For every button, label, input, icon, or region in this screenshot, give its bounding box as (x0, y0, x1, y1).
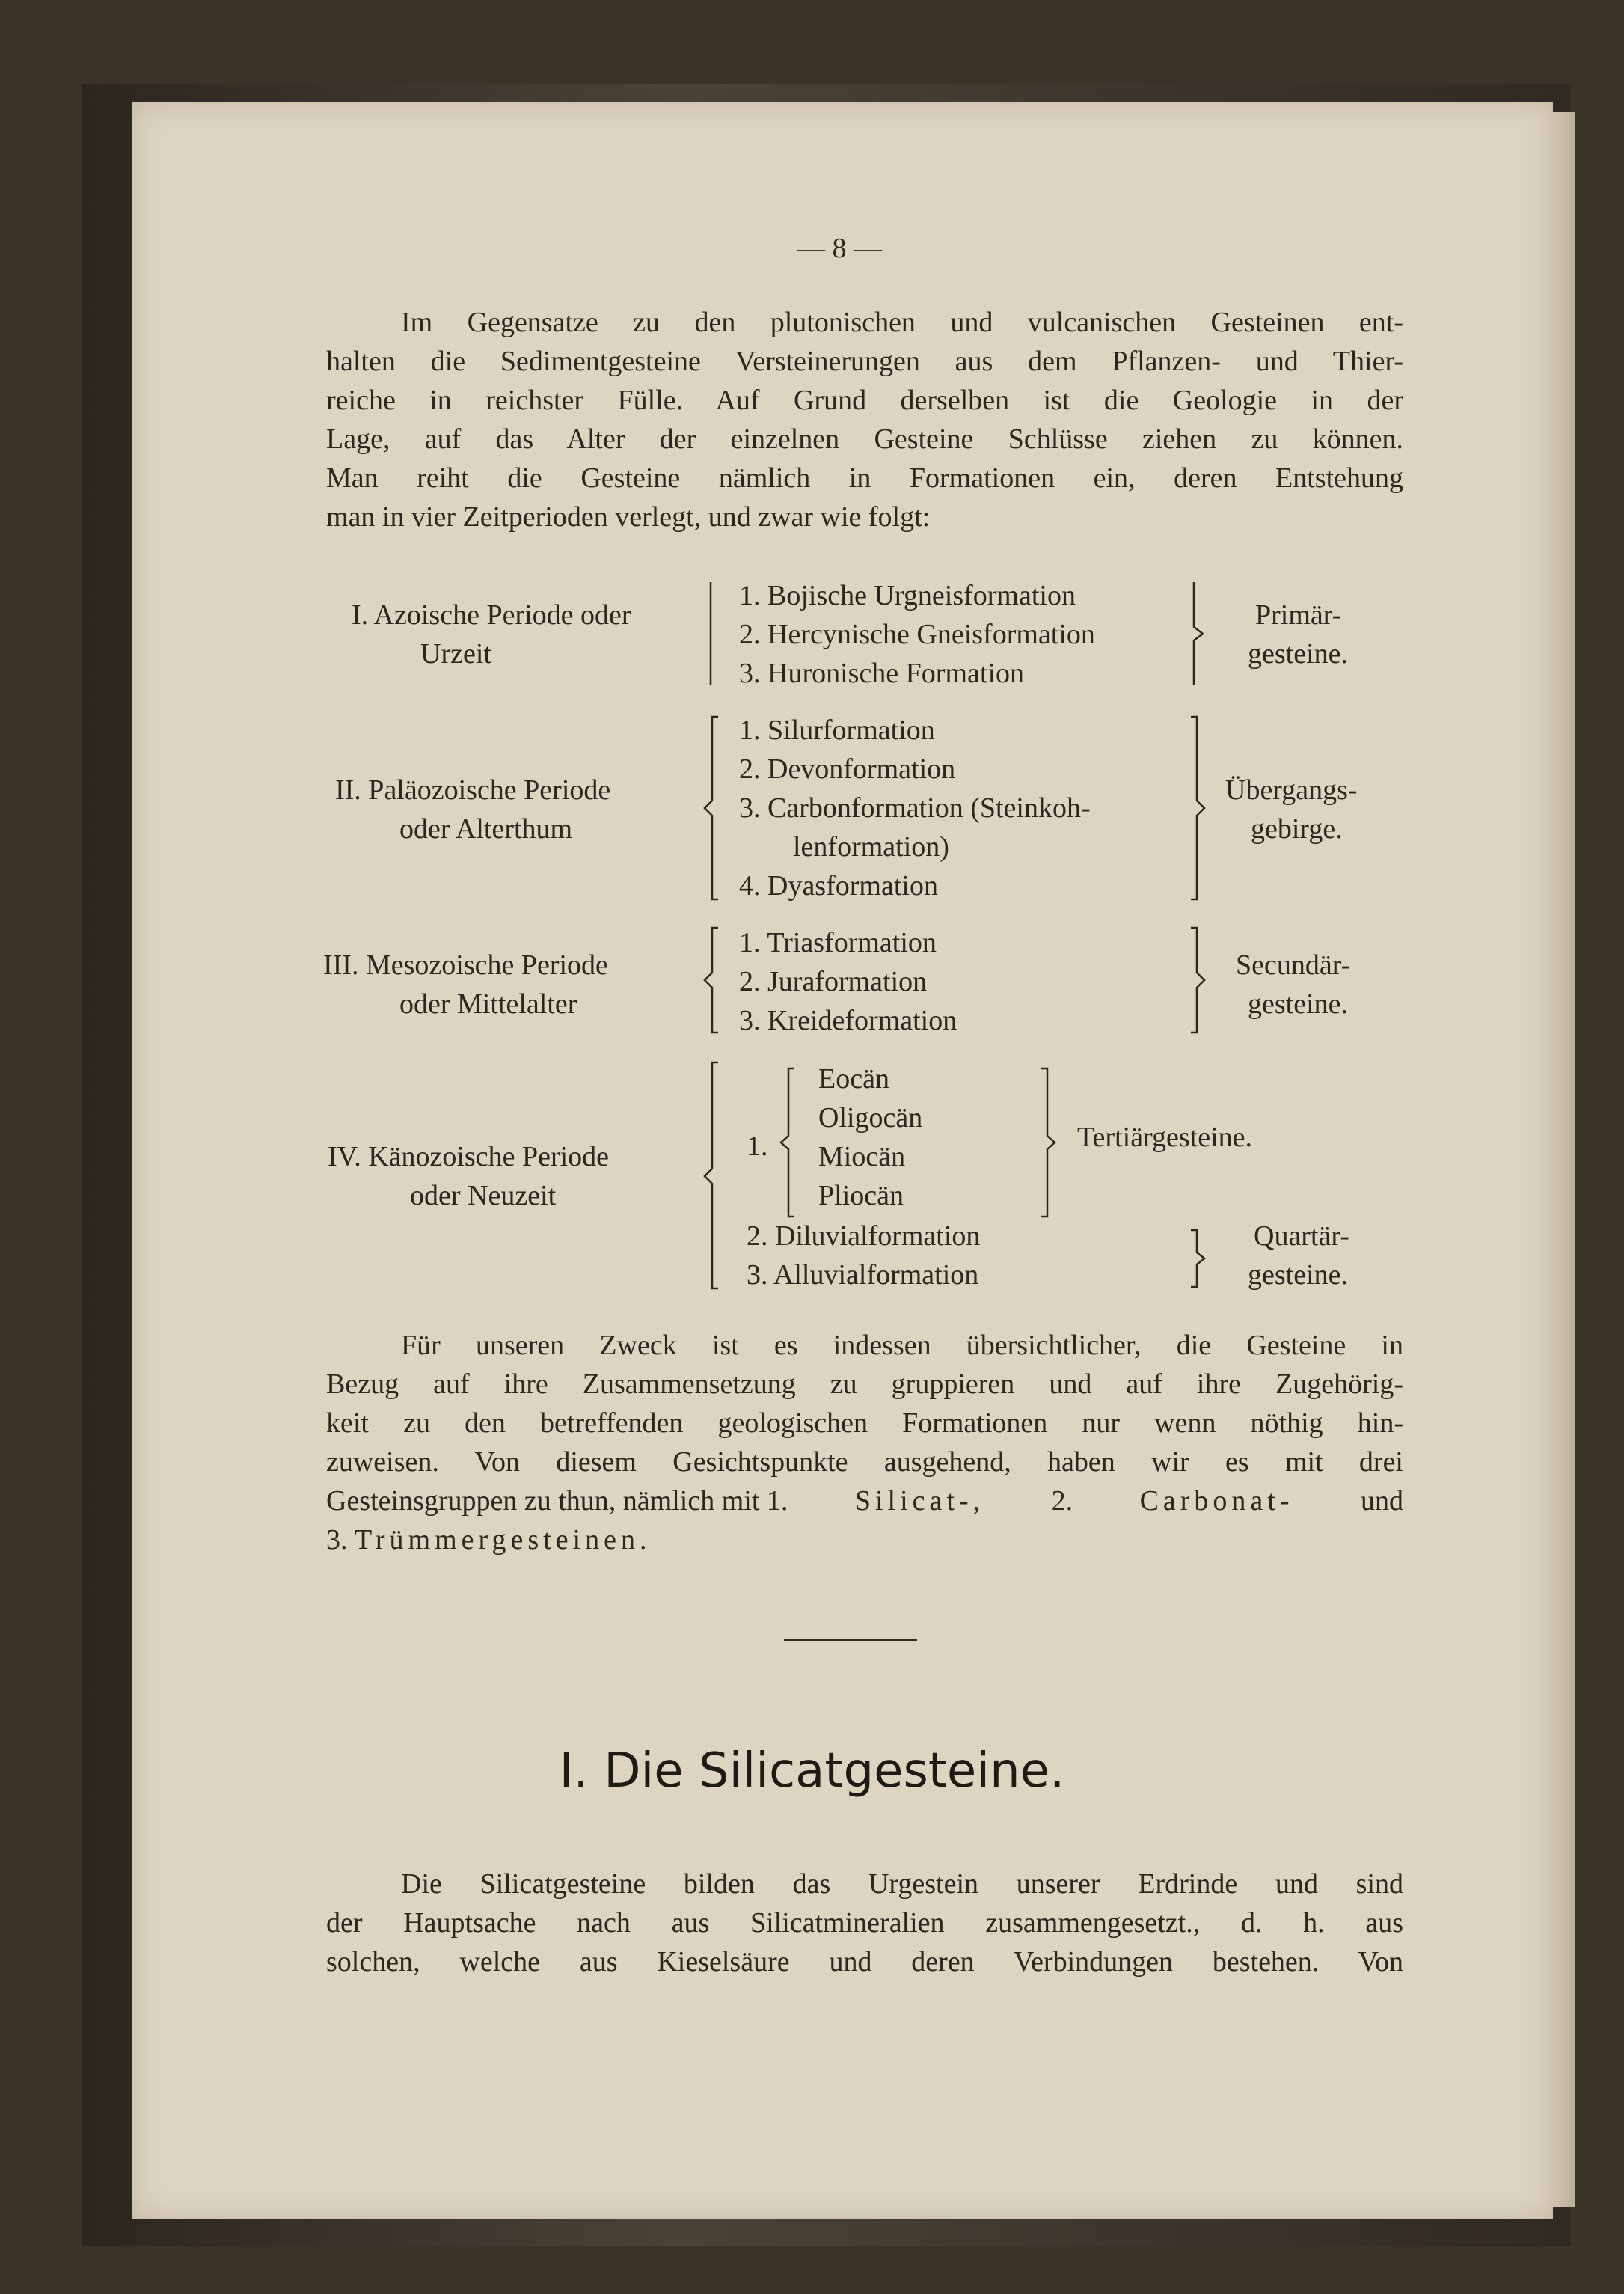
silicat-line: Die Silicatgesteine bilden das Urgestein unserer Erdrinde und sind (401, 1868, 1403, 1900)
sub-epoch: Oligocän (818, 1102, 923, 1134)
silicat-paragraph (326, 1865, 1403, 1981)
formation-item: 3. Huronische Formation (739, 658, 1025, 689)
section-divider (784, 1639, 917, 1641)
last-num: 3. (326, 1524, 348, 1556)
left-brace (703, 579, 726, 688)
group-label: gesteine. (1248, 638, 1349, 670)
inner-left-brace (779, 1065, 802, 1220)
right-brace (1188, 1227, 1210, 1290)
period-name: I. Azoische Periode oder (352, 599, 631, 631)
formation-item: lenformation) (793, 831, 949, 863)
period-name: oder Neuzeit (410, 1180, 557, 1211)
sub-epoch: Pliocän (818, 1180, 904, 1211)
intro-line: halten die Sedimentgesteine Versteinerungen aus dem Pflanzen- und Thier- (326, 346, 1403, 377)
right-brace (1188, 925, 1210, 1036)
group-label: Tertiärgesteine. (1077, 1122, 1253, 1153)
formation-item: 1. Silurformation (739, 715, 935, 746)
period-name: III. Mesozoische Periode (323, 949, 608, 981)
section-heading: I. Die Silicatgesteine. (559, 1743, 1065, 1799)
formation-item: 3. Alluvialformation (747, 1259, 979, 1291)
silicat-word: Silicat-, (854, 1485, 985, 1517)
groups-line (326, 1481, 1403, 1520)
group-label: gesteine. (1248, 1259, 1349, 1291)
intro-line: Im Gegensatze zu den plutonischen und vulcanischen Gesteinen ent- (401, 307, 1403, 338)
intro-line: man in vier Zeitperioden verlegt, und zwar wie folgt: (326, 501, 931, 533)
purpose-line: Bezug auf ihre Zusammensetzung zu gruppieren und auf ihre Zugehörig- (326, 1368, 1403, 1400)
period-name: IV. Känozoische Periode (328, 1141, 610, 1172)
group-label: Secundär- (1236, 949, 1351, 981)
period-name: oder Alterthum (399, 813, 573, 845)
truemmer-word: Trümmergesteinen. (355, 1524, 652, 1556)
purpose-line: Für unseren Zweck ist es indessen übersichtlicher, die Gesteine in (401, 1330, 1403, 1361)
purpose-line: zuweisen. Von diesem Gesichtspunkte ausgehend, haben wir es mit drei (326, 1446, 1403, 1478)
inner-right-brace (1038, 1065, 1061, 1220)
sub-epoch: Miocän (818, 1141, 906, 1172)
formation-item: 3. Carbonformation (Steinkoh- (739, 792, 1091, 824)
group-label: Primär- (1255, 599, 1342, 631)
formation-item: 1. Bojische Urgneisformation (739, 580, 1076, 611)
silicat-line: solchen, welche aus Kieselsäure und deren Verbindungen bestehen. Von (326, 1946, 1403, 1978)
formation-item: 1. Triasformation (739, 927, 937, 958)
group-label: gesteine. (1248, 988, 1349, 1020)
last-line (326, 1520, 1403, 1559)
formation-item: 3. Kreideformation (739, 1005, 957, 1036)
formation-item: 2. Diluvialformation (747, 1220, 981, 1252)
group-label: Quartär- (1254, 1220, 1349, 1252)
formation-item: 2. Juraformation (739, 966, 928, 997)
right-brace (1188, 714, 1210, 902)
group-label: Übergangs- (1225, 774, 1358, 806)
groups-two: 2. (1051, 1485, 1073, 1517)
groups-prefix: Gesteinsgruppen zu thun, nämlich mit 1. (326, 1485, 788, 1517)
page-number: — 8 — (797, 233, 882, 264)
page-right-edge (1553, 112, 1575, 2207)
formation-item: 2. Hercynische Gneisformation (739, 619, 1095, 650)
carbonat-word: Carbonat- (1139, 1485, 1294, 1517)
period-name: II. Paläozoische Periode (335, 774, 611, 806)
intro-line: reiche in reichster Fülle. Auf Grund derselben ist die Geologie in der (326, 385, 1403, 416)
purpose-line: keit zu den betreffenden geologischen Formationen nur wenn nöthig hin- (326, 1407, 1403, 1439)
formation-item: 4. Dyasformation (739, 870, 938, 902)
sub-number: 1. (747, 1131, 768, 1162)
left-brace (703, 925, 726, 1036)
intro-line: Lage, auf das Alter der einzelnen Gesteine Schlüsse ziehen zu können. (326, 423, 1403, 455)
right-brace (1188, 579, 1210, 688)
sub-epoch: Eocän (818, 1063, 889, 1095)
formation-item: 2. Devonformation (739, 753, 956, 785)
period-name: Urzeit (420, 638, 491, 670)
intro-paragraph (326, 303, 1403, 536)
intro-line: Man reiht die Gesteine nämlich in Formationen ein, deren Entstehung (326, 462, 1403, 494)
left-brace (703, 714, 726, 902)
left-brace (703, 1059, 726, 1291)
group-label: gebirge. (1251, 813, 1343, 845)
purpose-paragraph (326, 1326, 1403, 1559)
silicat-line: der Hauptsache nach aus Silicatmineralien zusammengesetzt., d. h. aus (326, 1907, 1403, 1939)
groups-und: und (1360, 1485, 1403, 1517)
period-name: oder Mittelalter (399, 988, 577, 1020)
